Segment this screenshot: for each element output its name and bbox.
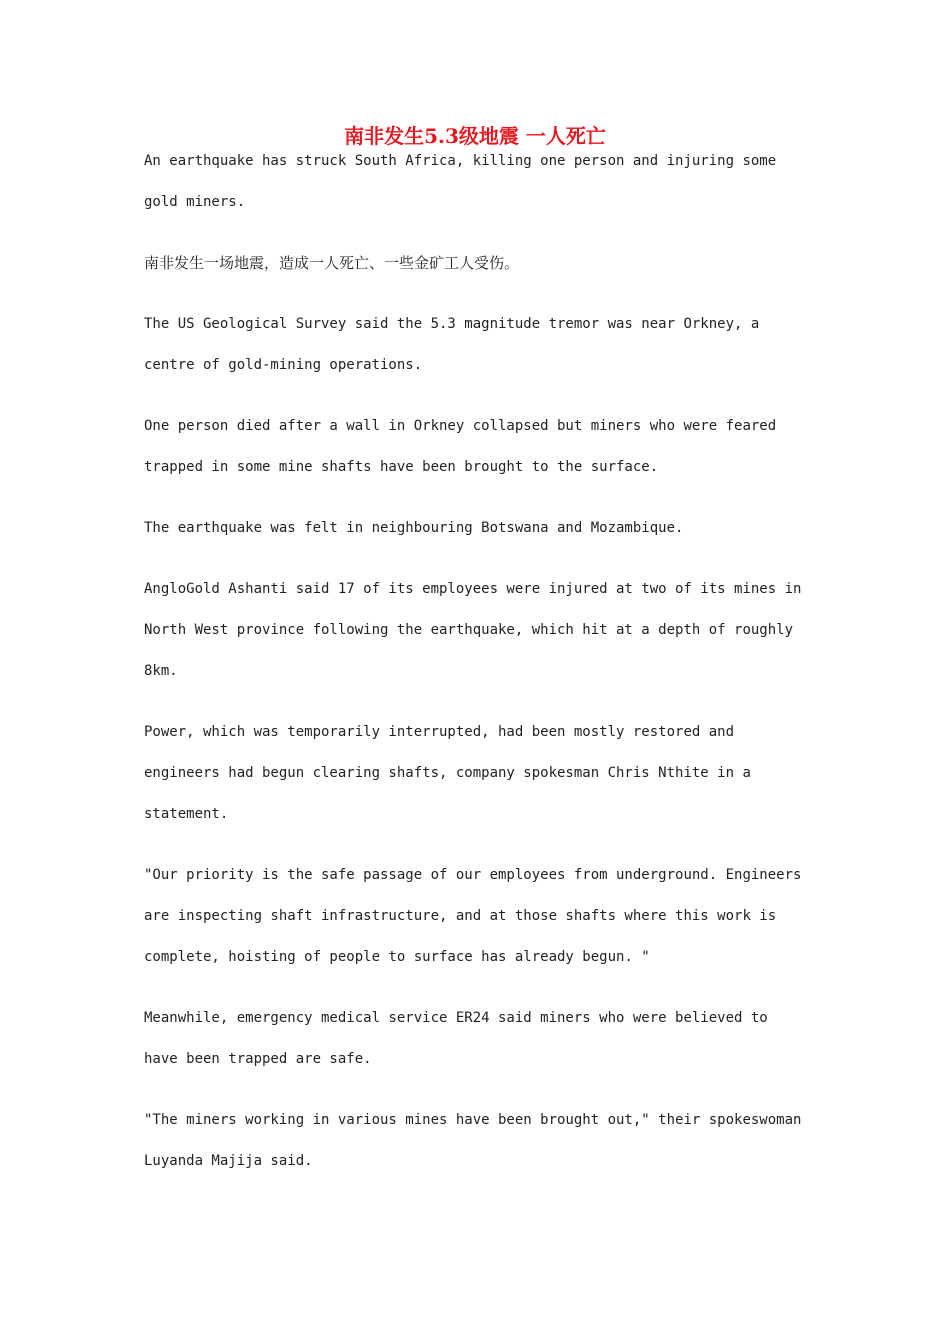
paragraph-9: Meanwhile, emergency medical service ER24 said miners who were believed to have been trapped are safe. — [144, 1010, 777, 1067]
paragraph-7: Power, which was temporarily interrupted, had been mostly restored and engineers had begun clearing shafts, company spokesman Chris Nthite in a statement. — [144, 724, 760, 822]
document-title: 南非发生5.3级地震 一人死亡 — [344, 124, 606, 148]
paragraph-8: "Our priority is the safe passage of our employees from underground. Engineers are inspecting shaft infrastructure, and at those shafts where this work is complete, hoisting of people to surface has already begun. " — [144, 867, 810, 965]
paragraph-10: "The miners working in various mines have been brought out," their spokeswoman Luyanda Majija said. — [144, 1112, 810, 1169]
paragraph-3: The US Geological Survey said the 5.3 magnitude tremor was near Orkney, a centre of gold-mining operations. — [144, 316, 768, 373]
paragraph-1: An earthquake has struck South Africa, killing one person and injuring some gold miners. — [144, 153, 785, 210]
paragraph-2: 南非发生一场地震，造成一人死亡、一些金矿工人受伤。 — [144, 254, 520, 272]
paragraph-5: The earthquake was felt in neighbouring Botswana and Mozambique. — [144, 520, 684, 536]
article-body — [144, 141, 810, 1202]
paragraph-4: One person died after a wall in Orkney collapsed but miners who were feared trapped in some mine shafts have been brought to the surface. — [144, 418, 785, 475]
paragraph-6: AngloGold Ashanti said 17 of its employees were injured at two of its mines in North West province following the earthquake, which hit at a depth of roughly 8km. — [144, 581, 810, 679]
